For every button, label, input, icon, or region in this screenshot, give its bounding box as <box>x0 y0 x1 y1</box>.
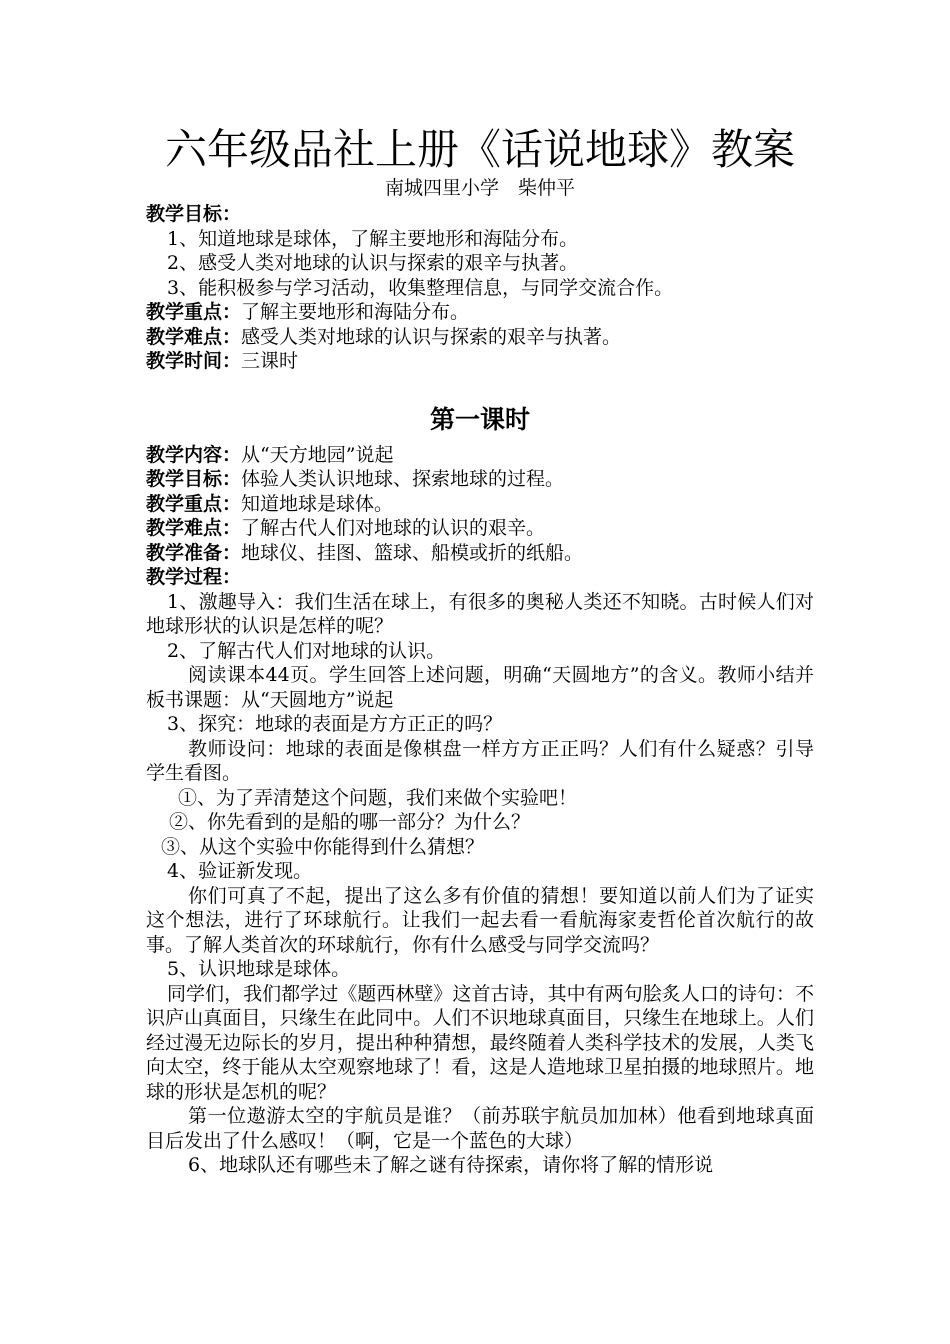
lesson1-content-text: 从“天方地园”说起 <box>241 443 394 466</box>
lesson1-process-heading <box>146 565 814 590</box>
lesson1-prep-label: 教学准备： <box>146 541 242 564</box>
lesson1-step3: 3、探究：地球的表面是方方正正的吗？ <box>167 713 503 735</box>
overview-time-line <box>146 349 814 374</box>
lesson1-step2: 2、了解古代人们对地球的认识。 <box>167 639 446 662</box>
overview-key-line <box>146 300 814 325</box>
overview-goal-item: 3、能积极参与学习活动，收集整理信息，与同学交流合作。 <box>167 276 674 299</box>
lesson1-step3-question: ①、为了弄清楚这个问题，我们来做个实验吧！ <box>178 786 578 809</box>
lesson1-step6: 6、地球队还有哪些未了解之谜有待探索，请你将了解的情形说 <box>188 1154 714 1176</box>
lesson1-heading: 第一课时 <box>429 404 530 434</box>
overview-key-text: 了解主要地形和海陆分布。 <box>241 301 470 323</box>
overview-time-label: 教学时间： <box>146 350 242 372</box>
document-title: 六年级品社上册《话说地球》教案 <box>164 125 795 174</box>
lesson1-difficulty-line <box>146 516 814 541</box>
lesson1-step5-text2: 第一位遨游太空的宇航员是谁？（前苏联宇航员加加林）他看到地球真面目后发出了什么感叹！（啊，它是一个蓝色的大球） <box>146 1105 814 1152</box>
lesson1-goal-text: 体验人类认识地球、探索地球的过程。 <box>241 468 565 490</box>
overview-goal-item: 2、感受人类对地球的认识与探索的艰辛与执著。 <box>167 252 579 274</box>
overview-difficulty-text: 感受人类对地球的认识与探索的艰辛与执著。 <box>241 325 622 348</box>
lesson1-step3-question: ③、从这个实验中你能得到什么猜想？ <box>161 835 485 858</box>
lesson1-step5: 5、认识地球是球体。 <box>167 958 351 980</box>
lesson1-step4: 4、验证新发现。 <box>167 860 313 882</box>
lesson1-key-text: 知道地球是球体。 <box>241 492 394 515</box>
lesson1-step5-text: 同学们，我们都学过《题西林壁》这首古诗，其中有两句脍炙人口的诗句：不识庐山真面目，只缘生在此同中。人们不识地球真面目，只缘生在地球上。人们经过漫无边际长的岁月，提出种种猜想，最终随着人类科学技术的发展，人类飞向太空，终于能从太空观察地球了！看，这是人造地球卫星拍摄的地球照片。地球的形状是怎机的呢？ <box>146 982 814 1103</box>
overview-difficulty-line <box>146 325 814 350</box>
overview-goal-item: 1、知道地球是球体，了解主要地形和海陆分布。 <box>167 227 579 250</box>
lesson1-step4-text: 你们可真了不起，提出了这么多有价值的猜想！要知道以前人们为了证实这个想法，进行了环球航行。让我们一起去看一看航海家麦哲伦首次航行的故事。了解人类首次的环球航行，你有什么感受与同学交流吗？ <box>146 884 814 956</box>
lesson1-content-label: 教学内容： <box>146 443 242 466</box>
lesson1-key-line <box>146 492 814 517</box>
author-line: 南城四里小学 柴仲平 <box>384 177 575 199</box>
overview-goals-label: 教学目标： <box>146 203 242 225</box>
lesson1-key-label: 教学重点： <box>146 492 242 515</box>
lesson1-difficulty-label: 教学难点： <box>146 517 242 539</box>
lesson1-content-line <box>146 443 814 468</box>
overview-goals-heading <box>146 202 814 227</box>
overview-key-label: 教学重点： <box>146 301 242 323</box>
lesson1-prep-text: 地球仪、挂图、篮球、船模或折的纸船。 <box>241 541 584 564</box>
lesson1-step1: 1、激趣导入：我们生活在球上，有很多的奥秘人类还不知晓。古时候人们对地球形状的认识是怎样的呢？ <box>146 590 814 637</box>
lesson1-process-label: 教学过程： <box>146 566 242 588</box>
lesson1-difficulty-text: 了解古代人们对地球的认识的艰辛。 <box>241 517 546 539</box>
lesson1-goal-line <box>146 467 814 492</box>
lesson1-step3-question: ②、你先看到的是船的哪一部分？为什么？ <box>169 811 531 833</box>
overview-difficulty-label: 教学难点： <box>146 325 242 348</box>
lesson1-step2-text: 阅读课本44页。学生回答上述问题，明确“天圆地方”的含义。教师小结并板书课题：从“天圆地方”说起 <box>146 664 814 711</box>
lesson1-step3-text: 教师设问：地球的表面是像棋盘一样方方正正吗？人们有什么疑惑？引导学生看图。 <box>146 737 814 784</box>
lesson1-prep-line <box>146 541 814 566</box>
document-page <box>146 124 814 1178</box>
overview-time-text: 三课时 <box>241 350 299 372</box>
lesson1-goal-label: 教学目标： <box>146 468 242 490</box>
